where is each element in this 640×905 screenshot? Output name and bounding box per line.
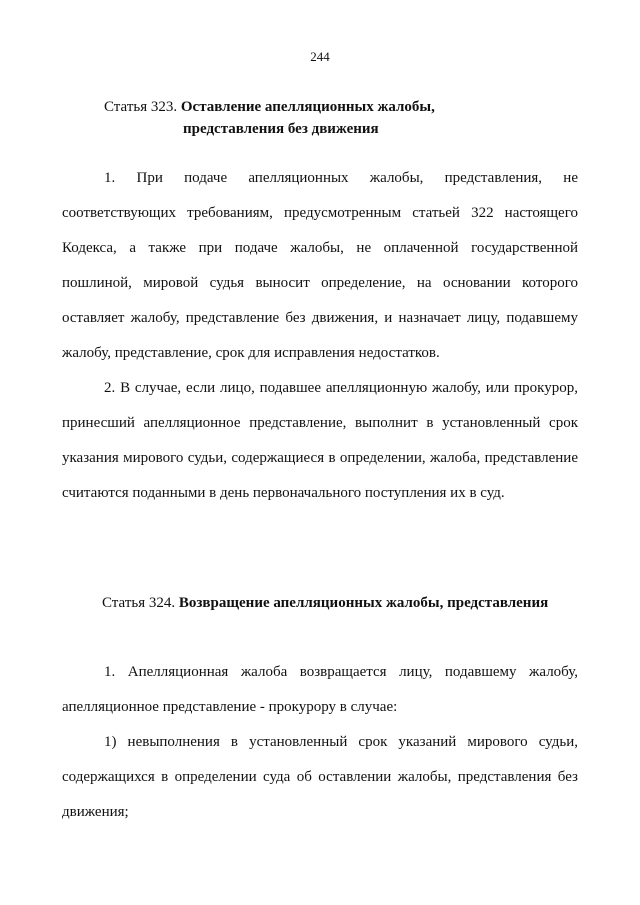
article-324-label: Статья 324. [102,595,176,611]
article-324-paragraph-1: 1. Апелляционная жалоба возвращается лицу, подавшему жалобу, апелляционное представление - прокурору в случае: [62,664,578,715]
article-324-title: Возвращение апелляционных жалобы, представления [178,595,549,611]
article-324-paragraph-2: 1) невыполнения в установленный срок указаний мирового судьи, содержащихся в определении суда об оставлении жалобы, представления без движения; [62,734,578,820]
article-323-paragraph-1: 1. При подаче апелляционных жалобы, представления, не соответствующих требованиям, предусмотренным статьей 322 настоящего Кодекса, а также при подаче жалобы, не оплаченной государственной пошлиной, мировой судья выносит определение, на основании которого оставляет жалобу, представление без движения, и назначает лицу, подавшему жалобу, представление, срок для исправления недостатков. [62,170,578,361]
page-number: 244 [310,49,330,64]
article-323-title-line2: представления без движения [183,121,379,137]
article-323-paragraph-2: 2. В случае, если лицо, подавшее апелляционную жалобу, или прокурор, принесший апелляционное представление, выполнит в установленный срок указания мирового судьи, содержащиеся в определении, жалоба, представление считаются поданными в день первоначального поступления их в суд. [62,380,578,501]
article-323-heading [104,96,435,140]
article-324-heading [102,592,548,614]
article-323-label: Статья 323. [104,99,178,115]
article-323-title-line1: Оставление апелляционных жалобы, [180,99,435,115]
